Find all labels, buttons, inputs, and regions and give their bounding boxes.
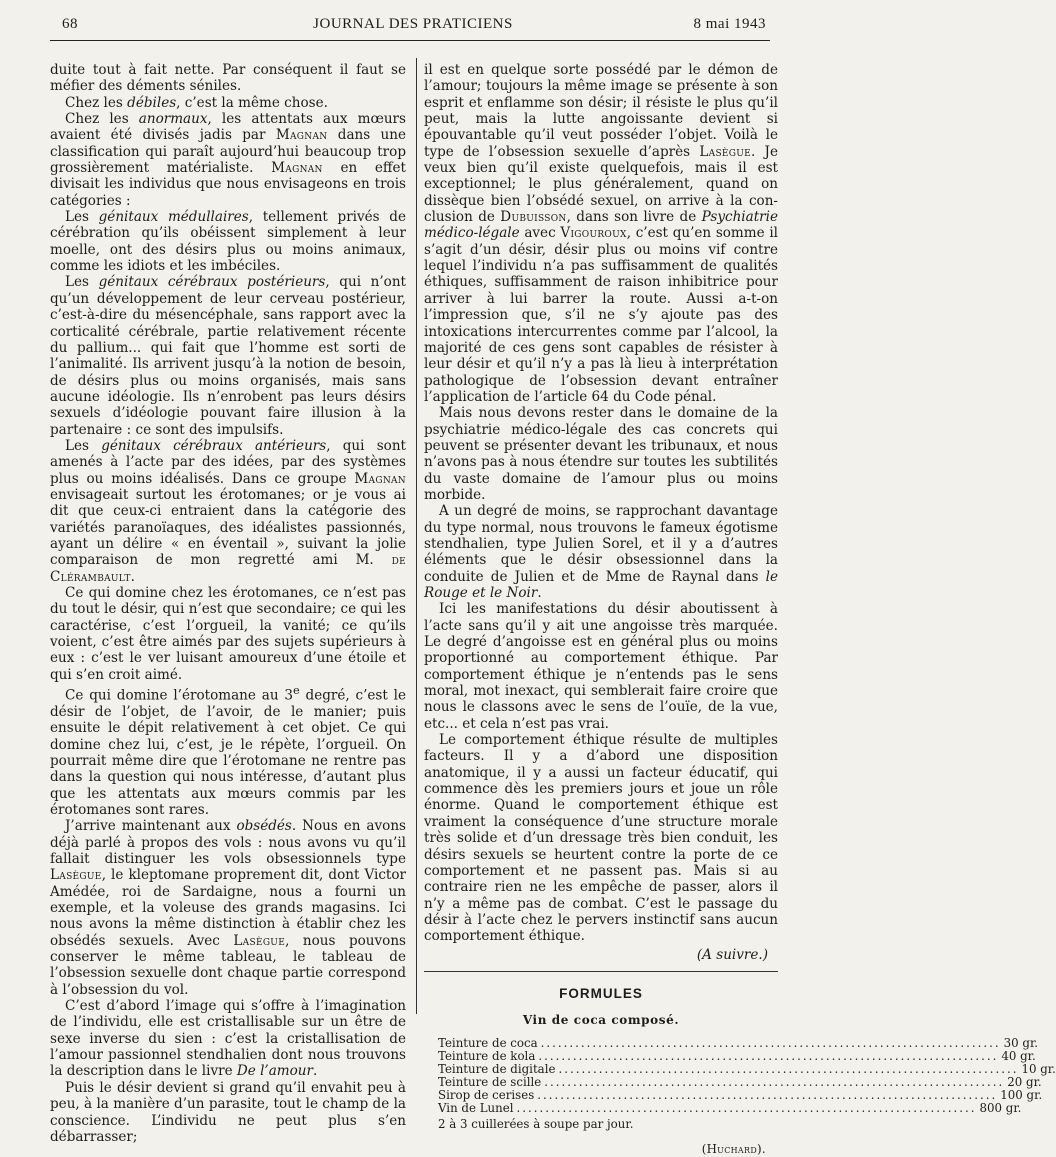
right-column-paragraph: il est en quelque sorte possédé par le démon de l’amour; toujours la même image se présente à son esprit et enflamme son désir; il résiste le plus qu’il peut, mais la lutte angoissante devient si épouvantable qu’il veut posséder l’objet. Voilà le type de l’obsession sexuelle d’après Lasègue. Je veux bien qu’il existe quelquefois, mais il est exceptionnel; le plus généralement, quand on dissèque bien l’obsédé sexuel, on arrive à la conclusion de Dubuisson, dans son livre de Psychiatrie médico-légale avec Vigouroux, c’est qu’en somme il s’agit d’un désir, désir plus ou moins vif contre lequel l’individu n’a pas suffisamment de qualités éthiques, suffisamment de raison inhibitrice pour arriver à lui barrer la route. Aussi a-t-on l’impression que, s’il ne s’y ajoute pas des intoxications intercurrentes comme par l’alcool, la majorité de ces gens sont capables de résister à leur désir et qu’il n’y a pas là lieu à interprétation pathologique de l’obsession devant entraîner l’application de l’article 64 du Code pénal. bbox=[424, 62, 779, 405]
header-rule bbox=[50, 40, 770, 41]
ingredient-quantity: 20 gr. bbox=[1007, 1074, 1042, 1089]
ingredient-name: Teinture de scille bbox=[438, 1074, 542, 1089]
ingredient-name: Teinture de coca bbox=[438, 1035, 538, 1050]
ingredient-quantity: 100 gr. bbox=[1000, 1087, 1043, 1102]
ingredient-row bbox=[438, 1035, 1039, 1050]
left-column-paragraph: Les génitaux cérébraux antérieurs, qui sont amenés à l’acte par des idées, par des systèmes plus ou moins idéalisés. Dans ce groupe Magnan envisageait surtout les érotomanes; or je vous ai dit que ceux-ci entraient dans la catégorie des variétés paranoïaques, des idéalistes passionnés, ayant un délire « en éventail », suivant la jolie comparaison de mon regretté ami M. de Clérambault. bbox=[50, 437, 406, 585]
left-column-paragraph: Les génitaux cérébraux postérieurs, qui n’ont qu’un développement de leur cerveau postérieur, c’est-à-dire du mésencéphale, sans rapport avec la corticalité cérébrale, partie relativement récente du pallium... qui fait que l’homme est sorti de l’animalité. Ils arrivent jusqu’à la notion de besoin, de désirs plus ou moins organisés, mais sans aucune idéologie. Ils n’enrobent pas leurs désirs sexuels d’idéologie pouvant faire illusion à la partenaire : ce sont des impulsifs. bbox=[50, 274, 406, 438]
ingredient-name: Teinture de digitale bbox=[438, 1061, 556, 1076]
ingredient-quantity: 30 gr. bbox=[1003, 1035, 1039, 1050]
ingredient-quantity: 10 gr. bbox=[1021, 1061, 1056, 1076]
left-column-paragraph: J’arrive maintenant aux obsédés. Nous en avons déjà parlé à propos des vols : nous avons vu qu’il fallait distinguer les vols obsessionnels type Lasègue, le kleptomane proprement dit, dont Victor Amédée, roi de Sardaigne, nous a fourni un exemple, et la voleuse des grands magasins. Ici nous avons la même distinction à établir chez les obsédés sexuels. Avec Lasègue, nous pouvons conserver le même tableau, le tableau de l’obsession sexuelle dont chaque partie correspond à l’obsession du vol. bbox=[50, 818, 406, 998]
ingredient-quantity: 800 gr. bbox=[979, 1101, 1022, 1116]
right-column-paragraph: Ici les manifestations du désir aboutissent à l’acte sans qu’il y ait une angoisse très marquée. Le degré d’angoisse est en général plus ou moins proportionné au comportement éthique. Par comportement éthique je n’entends pas le sens moral, mot inexact, qui semblerait faire croire que nous le classons avec le sens de l’ouïe, de la vue, etc... et cela n’est pas vrai. bbox=[424, 601, 778, 732]
ingredient-row bbox=[438, 1061, 1056, 1076]
recipe-source: (Huchard). bbox=[701, 1141, 766, 1156]
left-column-paragraph: Les génitaux médullaires, tellement privés de cérébration qu’ils obéissent simplement à leur moelle, ont des désirs plus ou moins animaux, comme les idiots et les imbéciles. bbox=[50, 209, 406, 275]
dosage-note: 2 à 3 cuillerées à soupe par jour. bbox=[438, 1117, 634, 1132]
page-header bbox=[60, 16, 766, 38]
journal-title: JOURNAL DES PRATICIENS bbox=[313, 16, 513, 32]
ingredient-name: Sirop de cerises bbox=[438, 1087, 535, 1102]
leader-dots: ................................................................................ bbox=[537, 1087, 998, 1102]
leader-dots: ................................................................................ bbox=[516, 1101, 977, 1116]
right-column-body bbox=[424, 62, 778, 945]
to-be-continued: (A suivre.) bbox=[696, 946, 768, 963]
recipe-title: Vin de coca composé. bbox=[522, 1013, 680, 1028]
leader-dots: ................................................................................ bbox=[540, 1035, 1001, 1050]
ingredient-row bbox=[438, 1048, 1036, 1063]
section-rule bbox=[424, 971, 778, 972]
ingredient-row bbox=[438, 1101, 1022, 1116]
left-column bbox=[50, 62, 406, 1145]
left-column-paragraph: Ce qui domine l’érotomane au 3e degré, c’est le désir de l’objet, de l’avoir, de le manier; puis ensuite le dépit relativement à cet objet. Ce qui domine chez lui, c’est, je le répète, l’orgueil. On pourrait même dire que l’érotomane ne rentre pas dans la question qui nous intéresse, d’autant plus que les attentats aux mœurs commis par les érotomanes sont rares. bbox=[50, 684, 406, 818]
issue-date: 8 mai 1943 bbox=[693, 16, 766, 32]
left-column-paragraph: Puis le désir devient si grand qu’il envahit peu à peu, à la manière d’un parasite, tout le champ de la conscience. L’individu ne peut plus s’en débarrasser; bbox=[50, 1079, 406, 1145]
right-column-paragraph: Mais nous devons rester dans le domaine de la psychiatrie médico-légale des cas concrets qui peuvent se présenter devant les tribunaux, et nous n’avons pas à nous étendre sur toutes les subtilités du vaste domaine de l’amour plus ou moins morbide. bbox=[424, 405, 778, 503]
left-column-paragraph: duite tout à fait nette. Par conséquent il faut se méfier des déments séniles. bbox=[50, 62, 406, 95]
right-column bbox=[424, 62, 1056, 1157]
left-column-paragraph: Chez les anormaux, les attentats aux mœurs avaient été divisés jadis par Magnan dans une classification qui paraît aujourd’hui beaucoup trop grossièrement matérialiste. Magnan en effet divisait les individus que nous envisageons en trois catégories : bbox=[50, 111, 407, 209]
leader-dots: ................................................................................ bbox=[544, 1074, 1005, 1089]
ingredient-name: Teinture de kola bbox=[438, 1048, 536, 1063]
ingredient-row bbox=[438, 1074, 1042, 1089]
formules-heading: FORMULES bbox=[559, 985, 643, 1001]
leader-dots: ................................................................................ bbox=[538, 1048, 999, 1063]
column-divider bbox=[416, 58, 417, 1014]
ingredient-quantity: 40 gr. bbox=[1001, 1048, 1036, 1063]
leader-dots: ................................................................................ bbox=[558, 1061, 1019, 1076]
left-column-paragraph: Ce qui domine chez les érotomanes, ce n’est pas du tout le désir, qui n’est que secondaire; ce qui les caractérise, c’est l’orgueil, la vanité; ce qu’ils voient, c’est être aimés par des sujets supérieurs à eux : c’est le ver luisant amoureux d’une étoile et qui s’en croit aimé. bbox=[50, 585, 406, 683]
ingredient-list bbox=[438, 1035, 1056, 1116]
right-column-paragraph: Le comportement éthique résulte de multiples facteurs. Il y a d’abord une disposition anatomique, il y a aussi un facteur éducatif, qui commence dès les premiers jours et joue un rôle énorme. Quand le comportement éthique est vraiment la conséquence d’une structure morale très solide et d’un dressage très bien conduit, les désirs sexuels se heurtent contre la porte de ce comportement et ne passent pas. Mais si au contraire rien ne les empêche de passer, alors il n’y a même pas de combat. C’est le passage du désir à l’acte chez le pervers instinctif sans aucun comportement éthique. bbox=[424, 732, 778, 945]
right-column-paragraph: A un degré de moins, se rapprochant davantage du type normal, nous trouvons le fameux égotisme stendhalien, type Julien Sorel, et il y a d’autres éléments que le désir obsessionnel dans la conduite de Julien et de Mme de Raynal dans le Rouge et le Noir. bbox=[424, 503, 778, 601]
left-column-paragraph: C’est d’abord l’image qui s’offre à l’imagination de l’individu, elle est cristallisable sur un être de sexe inverse du sien : c’est la cristallisation de l’amour passionnel stendhalien dont nous trouvons la description dans le livre De l’amour. bbox=[50, 998, 406, 1080]
left-column-paragraph: Chez les débiles, c’est la même chose. bbox=[65, 94, 328, 111]
ingredient-name: Vin de Lunel bbox=[438, 1101, 514, 1116]
page-number: 68 bbox=[62, 16, 78, 32]
